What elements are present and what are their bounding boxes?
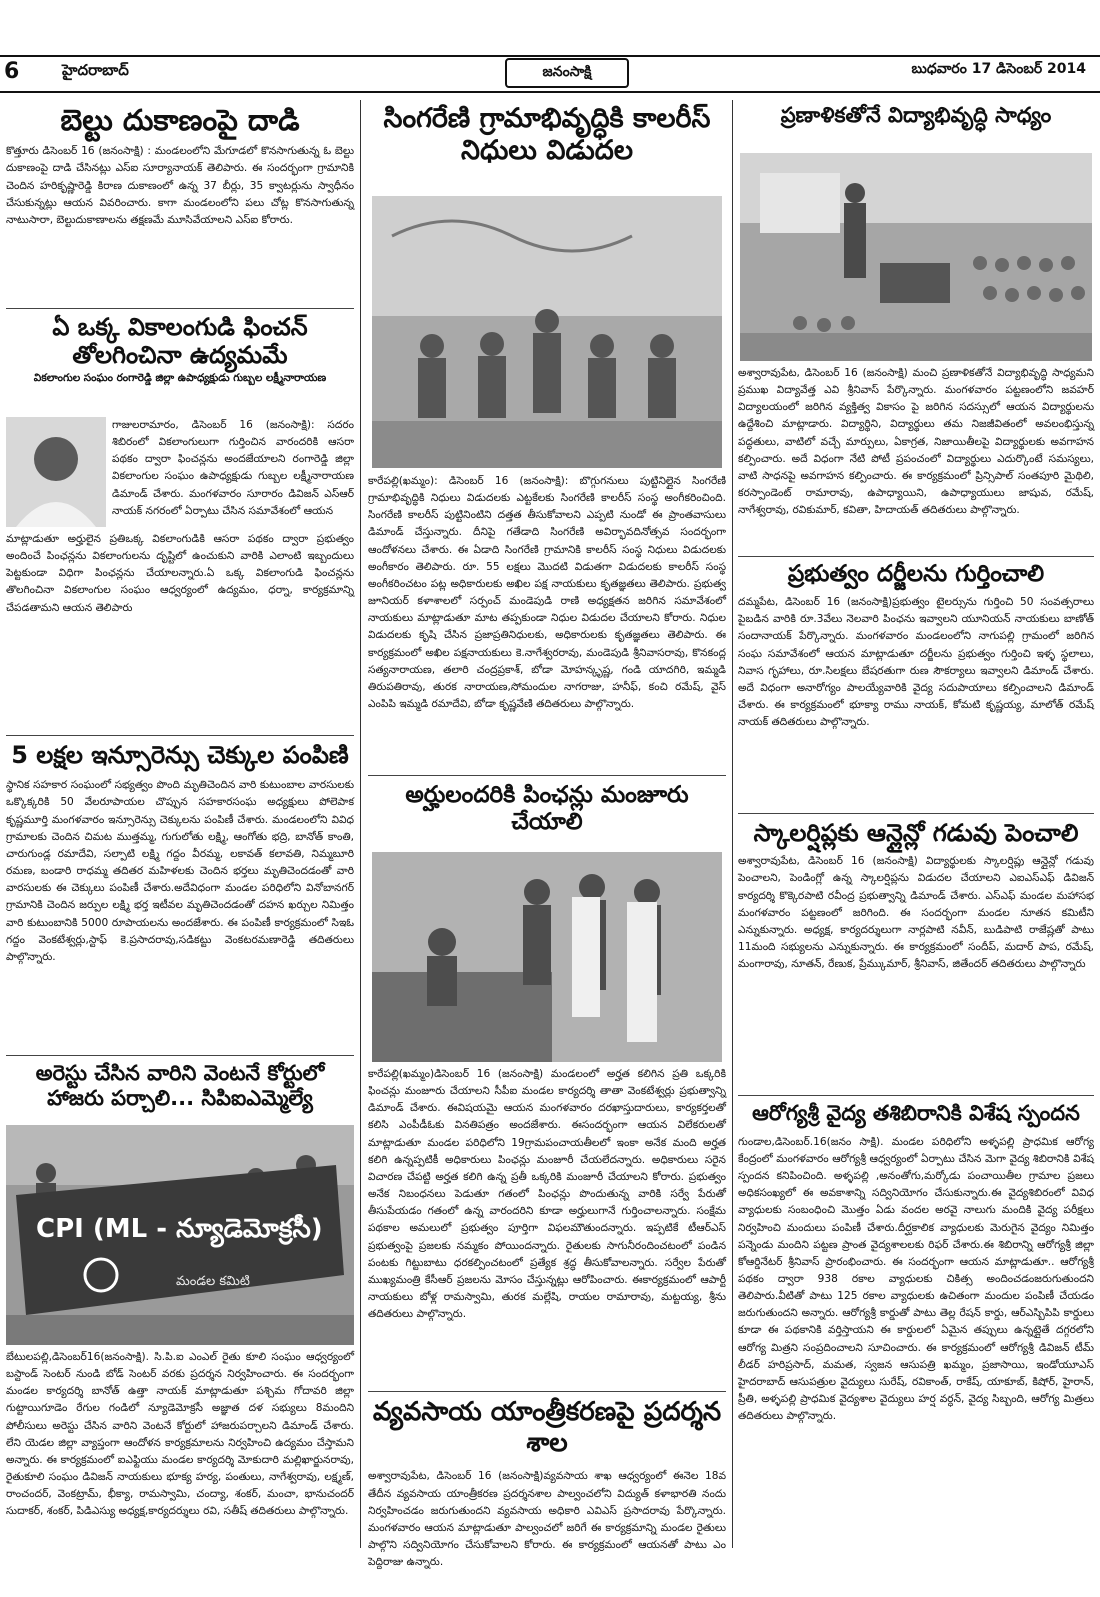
article-body: అశ్వారావుపేట, డిసెంబర్ 16 (జనంసాక్షి) విద్యార్థులకు స్కాలర్షిప్లు ఆన్లైన్లో గడువు పెంచాలని, పెండింగ్లో ఉన్న స్కాలర్షిప్లను విడుదల చేయాలని ఎఐఎస్ఎఫ్ డివిజన్ కార్యదర్శి కొక్కెరపాటి రవీంద్ర ప్రభుత్వాన్ని డిమాండ్ చేశారు. ఎస్ఎఫ్ మండల మహాసభ మంగళవారం పట్టణంలో జరిగింది. ఈ సందర్భంగా మండల నూతన కమిటీని ఎన్నుకున్నారు. అధ్యక్ష, కార్యదర్శులుగా నార్లపాటి నవీన్, బుడిపాటి రాజేష్లతో పాటు 11మంది సభ్యులను ఎన్నుకున్నారు. ఈ కార్యక్రమంలో సందీప్, మదార్ పాప, రమేష్, మంగారావు, నూతన్, రేణుక, ప్రేమ్కుమార్, శ్రీనివాస్, జితేందర్ తదితరులు పాల్గొన్నారు <box>738 855 1094 971</box>
article-body-wrap <box>112 417 354 529</box>
column-rule-1 <box>360 100 361 1548</box>
banner-text: CPI (ML - న్యూడెమోక్రసీ) <box>36 1214 323 1244</box>
page-number: 6 <box>4 59 20 84</box>
classroom-photo <box>740 153 1092 361</box>
meeting-image <box>372 196 722 468</box>
divider <box>738 1095 1094 1096</box>
headline: బెల్టు దుకాణంపై దాడి <box>60 103 300 137</box>
headline: ప్రభుత్వం దర్జీలను గుర్తించాలి <box>787 561 1045 587</box>
article-body: బేటులపల్లి,డిసెంబర్16(జనంసాక్షి). సి.పి.ఐ ఎంఎల్ రైతు కూలి సంఘం ఆధ్వర్యంలో బస్టాండ్ సెంటర్ నుండి బోడ్ సెంటర్ వరకు ప్రదర్శన నిర్వహించారు. ఈ సందర్భంగా మండల కార్యదర్శి బానోత్ ఉత్తా నాయక్ మాట్లాడుతూ పశ్చిమ గోదావరి జిల్లా గుట్టాయిగూడెం రేగుల గండిలో న్యూడెమోక్రసీ అజ్ఞాత దళ సభ్యులు 8మందిని పోలీసులు అరెస్టు చేసిన వారిని వెంటనే కోర్టులో హాజరుపర్చాలని డిమాండ్ చేశారు. లేని యెడల జిల్లా వ్యాప్తంగా ఆందోళన కార్యక్రమాలను నిర్వహించి ఉద్యమం చేస్తామని అన్నారు. ఈ కార్యక్రమంలో ఐఎఫ్టియు మండల కార్యదర్శి మోకుదారి మల్లిఖార్జునరావు, రైతుకూలి సంఘం డివిజన్ నాయకులు భూక్య హర్య, పంతులు, నాగేశ్వరావు, లక్ష్మణ్, రాంచందర్, వెంకట్రామ్, భీక్యా, రామస్వామి, చంద్యా, శంకర్, మంచా, భానుచందర్ సుదాకర్, శంకర్, పిడిఎస్యు అధ్యక్ష,కార్యదర్శులు రవి, సతీష్ తదితరులు పాల్గొన్నారు. <box>6 1351 354 1518</box>
article-cpi-ml-protest <box>6 1061 354 1561</box>
headline: అరెస్టు చేసిన వారిని వెంటనే కోర్టులో హాజరు పర్చాలి... సిపిఐఎమ్మెల్యే <box>35 1061 325 1110</box>
article-singareni-funds <box>368 103 726 768</box>
edition-city: హైదరాబాద్ <box>62 61 129 79</box>
masthead <box>0 55 1100 93</box>
portrait-image <box>6 417 106 527</box>
column-rule-2 <box>732 100 733 1548</box>
divider <box>738 556 1094 557</box>
paper-name: జనంసాక్షి <box>542 63 592 80</box>
headline: 5 లక్షల ఇన్సూరెన్సు చెక్కుల పంపిణి <box>11 741 349 769</box>
headline: ప్రణాళికతోనే విద్యాభివృద్ధి సాధ్యం <box>780 103 1052 127</box>
banner-subtext: మండల కమిటి <box>176 1274 250 1289</box>
article-disabled-pension <box>6 313 354 733</box>
headline: ఆరోగ్యశ్రీ వైద్య తశిబిరానికి విశేష స్పందన <box>752 1101 1080 1125</box>
article-body: అశ్వారావుపేట, డిసెంబర్ 16 (జనంసాక్షి)వ్యవసాయ శాఖ ఆధ్వర్యంలో ఈనెల 18వ తేదీన వ్యవసాయ యాంత్రీకరణ ప్రదర్శనశాల పాల్వంచలోని విద్యుత్ కళాభారతి నందు నిర్వహించడం జరుగుతుందని వ్యవసాయ అధికారి ఎవిఎస్ ప్రసాదరావు పేర్కొన్నారు. మంగళవారం ఆయన మాట్లాడుతూ పాల్వంచలో జరిగే ఈ కార్యక్రమాన్ని మండల రైతులు పాల్గొని సద్వినియోగం చేసుకోవాలని కోరారు. ఈ కార్యక్రమంలో ఆయనతో పాటు ఎం పెద్దిరాజు ఉన్నారు. <box>368 1470 726 1569</box>
column-1 <box>6 95 354 1562</box>
column-3 <box>738 95 1094 1562</box>
article-body: గాజులరామారం, డిసెంబర్ 16 (జనంసాక్షి): సదరం శిబిరంలో వికలాంగులుగా గుర్తించిన వారందరికి ఆసరా పథకం ద్వారా ఫించన్లను అందజేయాలని రంగారెడ్డి జిల్లా వికలాంగుల సంఘం ఉపాధ్యక్షుడు గుబ్బల లక్ష్మీనారాయణ డిమాండ్ చేశారు. మంగళవారం సూరారం డివిజన్ ఎస్ఆర్ నాయక్ నగరంలో ఏర్పాటు చేసిన సమావేశంలో ఆయన <box>112 419 354 517</box>
headline: అర్హులందరికి పింఛన్లు మంజూరు చేయాలి <box>405 782 689 836</box>
petition-photo <box>372 852 722 1062</box>
masthead-bottom-rule <box>0 91 1100 93</box>
divider <box>738 813 1094 814</box>
column-2 <box>368 95 726 1569</box>
headline: స్కాలర్షిప్లకు ఆన్లైన్లో గడువు పెంచాలి <box>753 819 1079 847</box>
article-pension-sanction <box>368 782 726 1387</box>
article-body: స్థానిక సహకార సంఘంలో సభ్యత్వం పొంది మృతిచెందిన వారి కుటుంబాల వారసులకు ఒక్కొక్కరికి 50 వేలరూపాయల చొప్పున సహకారసంఘ అధ్యక్షులు పోలెపాక కృష్ణమూర్తి మంగళవారం ఇన్సూరెన్సు చెక్కులను పంపిణీ చేశారు. మండలంలోని వివిధ గ్రామాలకు చెందిన చిమట ముత్తమ్మ, గుగులోతు లక్ష్మి, ఆంగోతు భద్రి, బానోత్ కాంతి, చారుగుండ్ల రమాదేవి, సల్పాటి లక్ష్మి గద్దం వీరమ్మ, లకావత్ కలావతి, నిమ్మబూరి రమణ, బండారి రాధమ్మ తదితర మహిళలకు చెందిన భర్తలు మృతిచెందడంతో వారి వారసులకు ఈ చెక్కులు పంపిణీ చేశారు.అదేవిధంగా మండల పరిధిలోని వినోబానగర్ గ్రామానికి చెందిన జర్పుల లక్ష్మి భర్త ఇటీవల మృతిచెందడంతో దహన ఖర్చుల నిమిత్తం వారి కుటుంబానికి 5000 రూపాయలను అందజేశారు. ఈ పంపిణీ కార్యక్రమంలో సిఇఓ గద్దం వెంకటేశ్వర్లు,స్టాఫ్ కె.ప్రసాదరావు,సడికట్టు వెంకటరమణారెడ్డి తదితరులు పాల్గొన్నారు. <box>6 779 354 963</box>
divider <box>368 775 726 776</box>
masthead-top-rule <box>0 55 1100 57</box>
article-body-tail: మాట్లాడుతూ అర్హులైన ప్రతిఒక్క వికలాంగుడికి ఆసరా పథకం ద్వారా ప్రభుత్వం అందించే పింఛన్లను వికలాంగులను దృష్టిలో ఉంచుకుని వారికి ఎలాంటి ఇబ్బందులు పెట్టకుండా విధిగా పింఛన్లను చేయాలన్నారు.ఏ ఒక్క వికలాంగుడి ఫించన్లను తొలగించినా వికలాంగుల సంఘం ఆధ్వర్యంలో ఉద్యమం, ధర్నా, కార్యక్రమాన్ని చేపడతామని ఆయన తెలిపారు <box>6 533 354 614</box>
portrait-photo <box>6 417 106 527</box>
article-body: కొత్తూరు డిసెంబర్ 16 (జనంసాక్షి) : మండలంలోని మేగూడలో కొనసాగుతున్న ఓ బెల్టు దుకాణంపై దాడి చేసినట్లు ఎస్ఐ సూర్యానాయక్ తెలిపారు. ఈ సందర్భంగా గ్రామానికి చెందిన హరికృష్ణారెడ్డి కిరాణ దుకాణంలో ఉన్న 37 బీర్లు, 35 క్వాటర్లును స్వాధీనం చేసుకున్నట్లు ఆయన వివరించారు. కాగా మండలంలోని పలు చోట్ల కొనసాగుతున్న నాటుసారా, బెల్టుదుకాణాలను తక్షణమే మూసివేయాలని ఎస్ఐ కోరారు. <box>6 145 354 226</box>
article-body: గుండాల,డిసెంబర్.16(జనం సాక్షి). మండల పరిధిలోని అళ్ళపల్లి ప్రాధమిక ఆరోగ్య కేంద్రంలో మంగళవారం ఆరోగ్యశ్రీ ఆధ్వర్యంలో ఏర్పాటు చేసిన మెగా వైద్య శిబిరానికి విశేష స్పందన కనిపించింది. అళ్ళపల్లి ,అనంతోగు,మర్కోడు పంచాయితీల గ్రామాల ప్రజలు అధికసంఖ్యలో ఈ అవకాశాన్ని సద్వినియోగం చేసుకున్నారు.ఈ వైద్యశిబిరంలో వివిధ వ్యాధులకు సంబంధించి మొత్తం ఏడు వందల అరవై నాలుగు మందికి వైద్య పరీక్షలు నిర్వహించి మందులు పంపిణీ చేశారు.దీర్ఘకాలిక వ్యాధులకు మెరుగైన వైద్యం నిమిత్తం పన్నెండు మందిని పట్టణ ప్రాంత వైద్యశాలలకు రిఫర్ చేశారు.ఈ శిబిరాన్ని ఆరోగ్యశ్రీ జిల్లా కోఆర్డినేటర్ శ్రీనివాస్ ప్రారంభించారు. ఈ సందర్భంగా ఆయన మాట్లాడుతూ.. ఆరోగ్యశ్రీ పథకం ద్వారా 938 రకాల వ్యాధులకు చికిత్స అందించడంజరుగుతుందని తెలిపారు.వీటితో పాటు 125 రకాల వ్యాధులకు ఉచితంగా మందుల పంపిణీ చేయడం జరుగుతుందని అన్నారు. ఆరోగ్యశ్రీ కార్డుతో పాటు తెల్ల రేషన్ కార్డు, ఆర్ఎస్బిపిపి కార్డులు కూడా ఈ పథకానికి వర్తిస్తాయని ఈ కార్డులలో ఏమైన తప్పులు ఉన్నట్లైతే దగ్గరలోని ఆరోగ్య మిత్రని సంప్రదించాలని సూచించారు. ఈ కార్యక్రమంలో ఆరోగ్యశ్రీ డివిజన్ టీమ్ లీడర్ హరిప్రసాద్, మమత, స్వజన ఆసుపత్రి ఖమ్మం, ప్రజాసాయి, ఇండోయూఎస్ హైదరాబాద్ ఆసుపత్రుల వైద్యులు సురేష్, రవికాంత్, రాకేష్, యాకూబ్, కిషోర్, హైరాన్, ప్రీతి, అళ్ళపల్లి ప్రాధమిక వైద్యశాల వైద్యులు హర్ష వర్ధన్, వైద్య సిబ్బంది, ఆరోగ్య మిత్రలు తదితరులు పాల్గొన్నారు. <box>738 1135 1094 1423</box>
headline: వ్యవసాయ యాంత్రీకరణపై ప్రదర్శన శాల <box>372 1397 722 1458</box>
article-agri-mechanization <box>368 1397 726 1597</box>
article-body: దమ్మపేట, డిసెంబర్ 16 (జనంసాక్షి)ప్రభుత్వం టైలర్సును గుర్తించి 50 సంవత్సరాలు పైబడిన వారికి రూ.3వేలు నెలవారి పింఛను ఇవ్వాలని యూనియన్ నాయకులు బాణోత్ సందానాయక్ పేర్కొన్నారు. మంగళవారం మండలంలోని నాగుపల్లి గ్రామంలో జరిగిన సంఘ సమావేశంలో ఆయన మాట్లాడుతూ దర్జీలను ప్రభుత్వం గుర్తించి ఇళ్ళ స్థలాలు, నివాస గృహాలు, రూ.సిలక్షలు బేషరతుగా రుణ సౌకర్యాలు ఇవ్వాలని డిమాండ్ చేశారు. అదే విధంగా అనారోగ్యం పాలయ్యేవారికి వైద్య సదుపాయాలు కల్పించాలని డిమాండ్ చేశారు. ఈ కార్యక్రమంలో భూక్యా రాము నాయక్, కోమటి కృష్ణయ్య, మాలోత్ రమేష్ నాయక్ తదితరులు పాల్గొన్నారు. <box>738 596 1094 729</box>
headline: ఏ ఒక్క వికాలంగుడి ఫించన్ తోలగించినా ఉద్యమమే <box>52 313 308 370</box>
article-tailors <box>738 561 1094 806</box>
article-body-continued <box>6 531 354 731</box>
petition-image <box>372 852 722 1062</box>
article-body: కారేపల్లి(ఖమ్మం)డిసెంబర్ 16 (జనంసాక్షి) మండలంలో అర్హత కలిగిన ప్రతి ఒక్కరికి ఫించన్లు మంజూరు చేయాలని సీపీఐ మండల కార్యదర్శి తాతా వెంకటేశ్వర్లు ప్రభుత్వాన్ని డిమాండ్ చేశారు. ఈవిషయమై ఆయన మంగళవారం దరఖాస్తుదారులు, కార్యకర్తలతో కలిసి ఎంపీడీఓకు వినతిపత్రం అందజేశారు. ఈసందర్భంగా ఆయన విలేకరులతో మాట్లాడుతూ మండల పరిధిలోని 19గ్రామపంచాయతీలలో ఇంకా అనేక మంది అర్హత కలిగి ఉన్నప్పటికీ అధికారులు పింఛన్లు మంజూరీ చేయలేదన్నారు. అధికారులు సరైన విచారణ చేపట్టి అర్హత కలిగి ఉన్న ప్రతీ ఒక్కరికి మంజూరీ చేయాలని కోరారు. ప్రభుత్వం అనేక నిబంధనలు పెడుతూ గతంలో పింఛన్లు పొందుతున్న వారికి సర్వే పేరుతో తీసుపేయడం గతంలో ఉన్న వారందరిని కూడా అర్హులుగానే గుర్తించాలన్నారు. సంక్షేమ పథకాల అమలులో ప్రభుత్వం పూర్తిగా విఫలమౌతుందన్నారు. ఇప్పటికే టీఆర్ఎస్ ప్రభుత్వంపై ప్రజలకు నమ్మకం పోయిందన్నారు. రైతులకు సాగునీరందించటంలో పండిన పంటకు గిట్టుబాటు ధరకల్పించటంలో ప్రత్యేక శ్రద్ధ తీసుకోవాలన్నారు. సర్వేల పేరుతో ముఖ్యమంత్రి కేసీఆర్ ప్రజలను మోసం చేస్తున్నట్లు ఆరోపించారు. ఈకార్యక్రమంలో ఆపార్టీ నాయకులు బోళ్ల రామస్వామి, తురక మల్లేషి, రాయల రామారావు, మట్టయ్య, శ్రీను తదితరులు పాల్గొన్నారు. <box>368 1068 726 1321</box>
article-scholarships <box>738 819 1094 1129</box>
edition-date: బుధవారం 17 డిసెంబర్ 2014 <box>911 61 1086 77</box>
divider <box>368 1391 726 1392</box>
article-education-planning <box>738 103 1094 561</box>
headline: సింగరేణి గ్రామాభివృద్ధికి కాలరీస్ నిధులు విడుదల <box>383 103 711 166</box>
article-insurance-cheques <box>6 741 354 1047</box>
divider <box>6 1055 354 1056</box>
article-aarogyasri-camp <box>738 1101 1094 1556</box>
protest-image <box>6 1125 354 1345</box>
subheadline: వికలాంగుల సంఘం రంగారెడ్డి జిల్లా ఉపాధ్యక్షుడు గుబ్బల లక్ష్మీనారాయణ <box>33 371 327 384</box>
classroom-image <box>740 153 1092 361</box>
divider <box>6 308 354 309</box>
article-body: అశ్వారావుపేట, డిసెంబర్ 16 (జనంసాక్షి) మంచి ప్రణాళికతోనే విద్యాభివృద్ధి సాధ్యమని ప్రముఖ విద్యావేత్త ఎవి శ్రీనివాస్ పేర్కొన్నారు. మంగళవారం పట్టణంలోని జవహర్ విద్యాలయంలో జరిగిన వ్యక్తిత్వ వికాసం పై జరిగిన సదస్సులో ఆయన విద్యార్థులను ఉద్దేశించి మాట్లాడారు. విద్యార్థిని, విద్యార్థులు తమ నిజజీవితంలో అవలంభిస్తున్న పద్ధతులు, వాటిలో వచ్చే మార్పులు, ఏకాగ్రత, నిజాయితీలపై విద్యార్థులకు అవగాహన కల్పించారు. అదే విధంగా నేటి పోటీ ప్రపంచంలో విద్యార్థులు ఎదుర్కొంటే సమస్యలు, వాటి సాధనపై అవగాహన కల్పించారు. ఈ కార్యక్రమంలో ప్రిన్సిపాల్ సంతపూరి మైథిలి, కరస్పాండెంట్ రామారావు, ఉపాధ్యాయిని, ఉపాధ్యాయులు జాషువ, రమేష్, నాగేశ్వరావు, రవికుమార్, కవితా, హిదాయత్ తదితరులు పాల్గొన్నారు. <box>738 367 1094 517</box>
meeting-photo <box>372 196 722 468</box>
paper-logo <box>505 58 629 88</box>
article-belt-shop-raid <box>6 103 354 315</box>
article-body: కారేపల్లి(ఖమ్మం): డిసెంబర్ 16 (జనంసాక్షి): బొగ్గుగనులు పుట్టినిల్లైన సింగరేణి గ్రామాభివృద్ధికి నిధులు విడుదలకు ఎట్టకేలకు సింగరేణి కాలరీస్ సంస్థ అంగీకరించింది. సింగరేణి కాలరీస్ పుట్టినింటిని దత్తత తీసుకోవాలని ఎప్పటి నుండో ఈ ప్రాంతవాసులు డిమాండ్ చేస్తున్నారు. దీనిపై గతేడాది సింగరేణి అవిర్భావదినోత్సవ సందర్భంగా ఆందోళనలు చేశారు. ఈ ఏడాది సింగరేణి గ్రామానికి కాలరీస్ సంస్థ నిధులు విడుదలకు అంగీకారం తెలిపారు. రూ. 55 లక్షలు మొదటి విడుతగా విడుదలకు కాలరీస్ సంస్థ అంగీకరించటం పట్ల అధికారులకు అఖిల పక్ష నాయకులు కృతజ్ఞతలు తెలిపారు. ప్రభుత్వ జూనియర్ కళాశాలలో సర్పంచ్ మండెపుడి రాణి అధ్యక్షతన జరిగిన సమావేశంలో నాయకులు మాట్లాడుతూ మాట తప్పకుండా నిధుల విడుదల చేయాలని కోరారు. నిధుల విడుదలకు కృషి చేసిన ప్రజాప్రతినిధులకు, అధికారులకు కృతజ్ఞతలు తెలిపారు. ఈ కార్యక్రమంలో అఖిల పక్షనాయకులు కె.నాగేశ్వరరావు, మండెపుడి శ్రీనివాసరావు, కొనకంద్ల సత్యనారాయణ, తలారి చంద్రప్రకాశ్, బోడా మోహన్కృష్ణ, గండి యాదగిరి, ఇమ్మడి తిరుపతిరావు, తురక నారాయణ,సోమందుల నాగరాజు, హనీఫ్, కంచి రమేష్, వైస్ ఎంపిపి ఇమ్మడి రమాదేవి, బోడా కృష్ణవేణి తదితరులు పాల్గొన్నారు. <box>368 475 726 711</box>
protest-photo <box>6 1125 354 1345</box>
divider <box>6 735 354 736</box>
